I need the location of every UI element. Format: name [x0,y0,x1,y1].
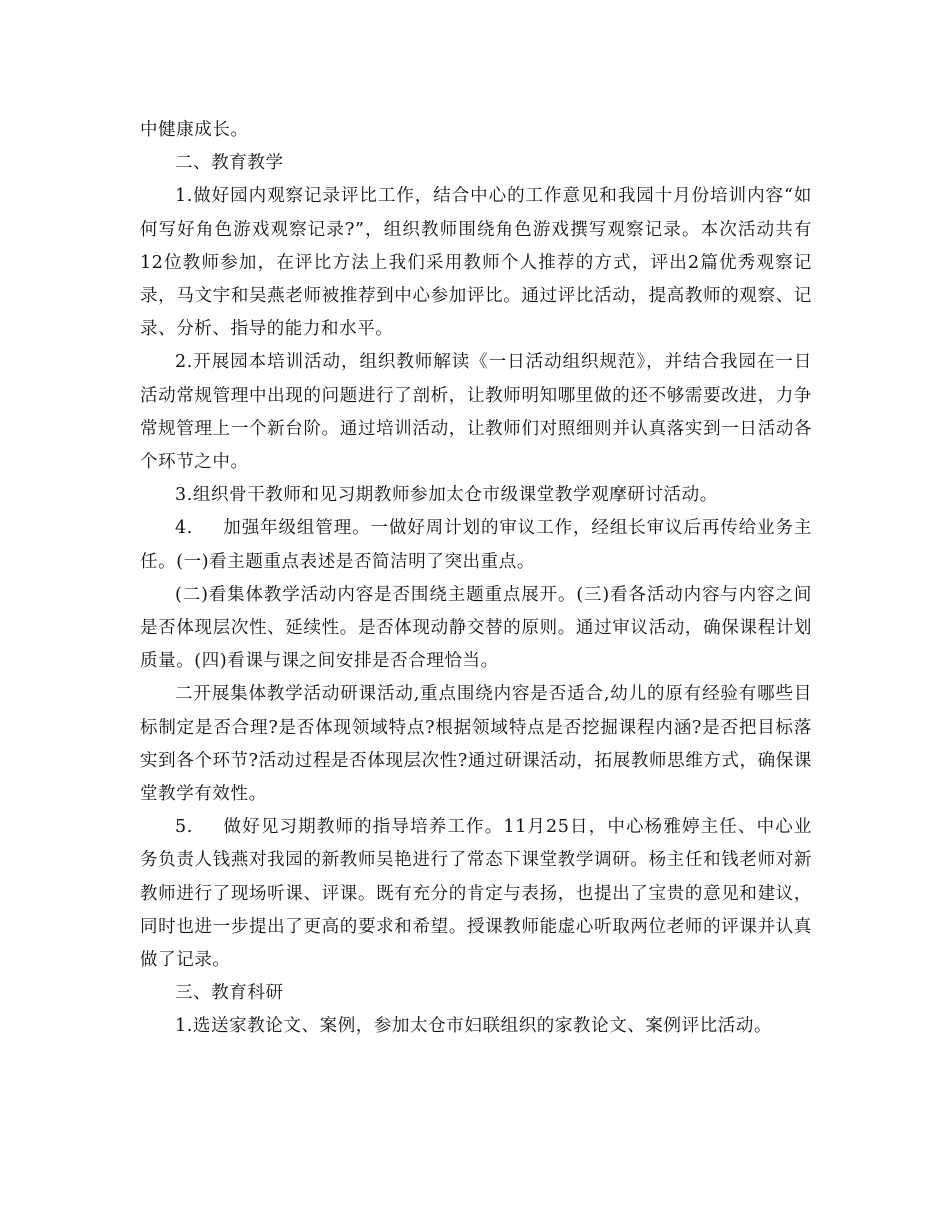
paragraph-observation-records: 1.做好园内观察记录评比工作，结合中心的工作意见和我园十月份培训内容“如何写好角色游戏观察记录?”，组织教师围绕角色游戏撰写观察记录。本次活动共有12位教师参加，在评比方法上我们采用教师个人推荐的方式，评出2篇优秀观察记录，马文宇和吴燕老师被推荐到中心参加评比。通过评比活动，提高教师的观察、记录、分析、指导的能力和水平。 [140,186,812,340]
section-heading-research: 三、教育科研 [175,983,284,1004]
paragraph-trainee-guidance [140,811,812,977]
paragraph-lesson-study: 二开展集体教学活动研课活动,重点围绕内容是否适合,幼儿的原有经验有哪些目标制定是否合理?是否体现领域特点?根据领域特点是否挖掘课程内涵?是否把目标落实到各个环节?活动过程是否体现层次性?通过研课活动，拓展教师思维方式，确保课堂教学有效性。 [140,684,812,805]
paragraph-review-points: (二)看集体教学活动内容是否围绕主题重点展开。(三)看各活动内容与内容之间是否体现层次性、延续性。是否体现动静交替的原则。通过审议活动，确保课程计划质量。(四)看课与课之间安排是否合理恰当。 [140,584,812,672]
section-heading-teaching: 二、教育教学 [175,153,284,174]
paragraph-grade-management [140,512,812,578]
item-text: 加强年级组管理。一做好周计划的审议工作，经组长审议后再传给业务主任。(一)看主题重点表述是否简洁明了突出重点。 [140,518,812,572]
paragraph-papers: 1.选送家教论文、案例，参加太仓市妇联组织的家教论文、案例评比活动。 [175,1016,773,1037]
item-text: 做好见习期教师的指导培养工作。11月25日，中心杨雅婷主任、中心业务负责人钱燕对我园的新教师吴艳进行了常态下课堂教学调研。杨主任和钱老师对新教师进行了现场听课、评课。既有充分的肯定与表扬，也提出了宝贵的意见和建议，同时也进一步提出了更高的要求和希望。授课教师能虚心听取两位老师的评课并认真做了记录。 [140,817,812,971]
item-number: 4. [175,518,193,539]
document-body [140,114,812,1044]
paragraph-continuation: 中健康成长。 [140,120,249,140]
paragraph-training: 2.开展园本培训活动，组织教师解读《一日活动组织规范》，并结合我园在一日活动常规管理中出现的问题进行了剖析，让教师明知哪里做的还不够需要改进，力争常规管理上一个新台阶。通过培训活动，让教师们对照细则并认真落实到一日活动各个环节之中。 [140,352,812,473]
paragraph-observation-activity: 3.组织骨干教师和见习期教师参加太仓市级课堂教学观摩研讨活动。 [175,485,718,506]
item-number: 5. [175,817,193,838]
